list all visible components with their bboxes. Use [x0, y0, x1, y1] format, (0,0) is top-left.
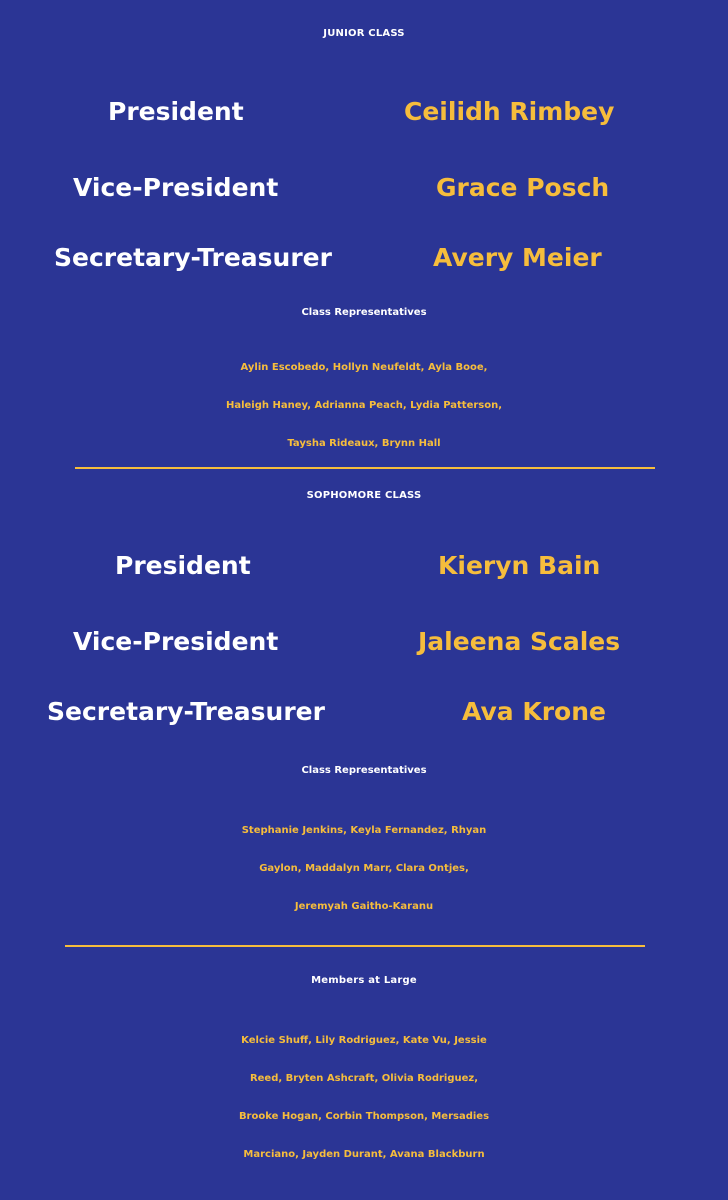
junior-reps-line: Haleigh Haney, Adrianna Peach, Lydia Patterson, [225, 400, 503, 411]
sophomore-vice-president-name: Jaleena Scales [418, 627, 621, 656]
junior-president-label: President [108, 97, 244, 126]
junior-secretary-treasurer-name: Avery Meier [433, 243, 602, 272]
members-at-large-line: Brooke Hogan, Corbin Thompson, Mersadies [238, 1111, 490, 1122]
members-at-large-line: Reed, Bryten Ashcraft, Olivia Rodriguez, [249, 1073, 479, 1084]
members-at-large-line: Marciano, Jayden Durant, Avana Blackburn [243, 1149, 485, 1160]
junior-vice-president-name: Grace Posch [436, 173, 610, 202]
junior-reps-line: Taysha Rideaux, Brynn Hall [287, 438, 441, 449]
sophomore-president-name: Kieryn Bain [438, 551, 601, 580]
sophomore-secretary-treasurer-label: Secretary-Treasurer [47, 697, 325, 726]
members-at-large-title: Members at Large [311, 975, 417, 986]
sophomore-reps-heading: Class Representatives [301, 765, 427, 776]
sophomore-reps-line: Gaylon, Maddalyn Marr, Clara Ontjes, [259, 863, 469, 874]
junior-reps-line: Aylin Escobedo, Hollyn Neufeldt, Ayla Booe, [240, 362, 488, 373]
junior-vice-president-label: Vice-President [73, 173, 279, 202]
sophomore-class-title: SOPHOMORE CLASS [306, 490, 422, 501]
junior-class-title: JUNIOR CLASS [323, 28, 405, 39]
junior-president-name: Ceilidh Rimbey [404, 97, 615, 126]
section-divider [65, 945, 645, 947]
members-at-large-line: Kelcie Shuff, Lily Rodriguez, Kate Vu, Jessie [241, 1035, 487, 1046]
junior-secretary-treasurer-label: Secretary-Treasurer [54, 243, 332, 272]
sophomore-president-label: President [115, 551, 251, 580]
sophomore-vice-president-label: Vice-President [73, 627, 279, 656]
sophomore-reps-line: Stephanie Jenkins, Keyla Fernandez, Rhyan [241, 825, 487, 836]
sophomore-secretary-treasurer-name: Ava Krone [462, 697, 606, 726]
sophomore-reps-line: Jeremyah Gaitho-Karanu [294, 901, 434, 912]
junior-reps-heading: Class Representatives [301, 307, 427, 318]
section-divider [75, 467, 655, 469]
